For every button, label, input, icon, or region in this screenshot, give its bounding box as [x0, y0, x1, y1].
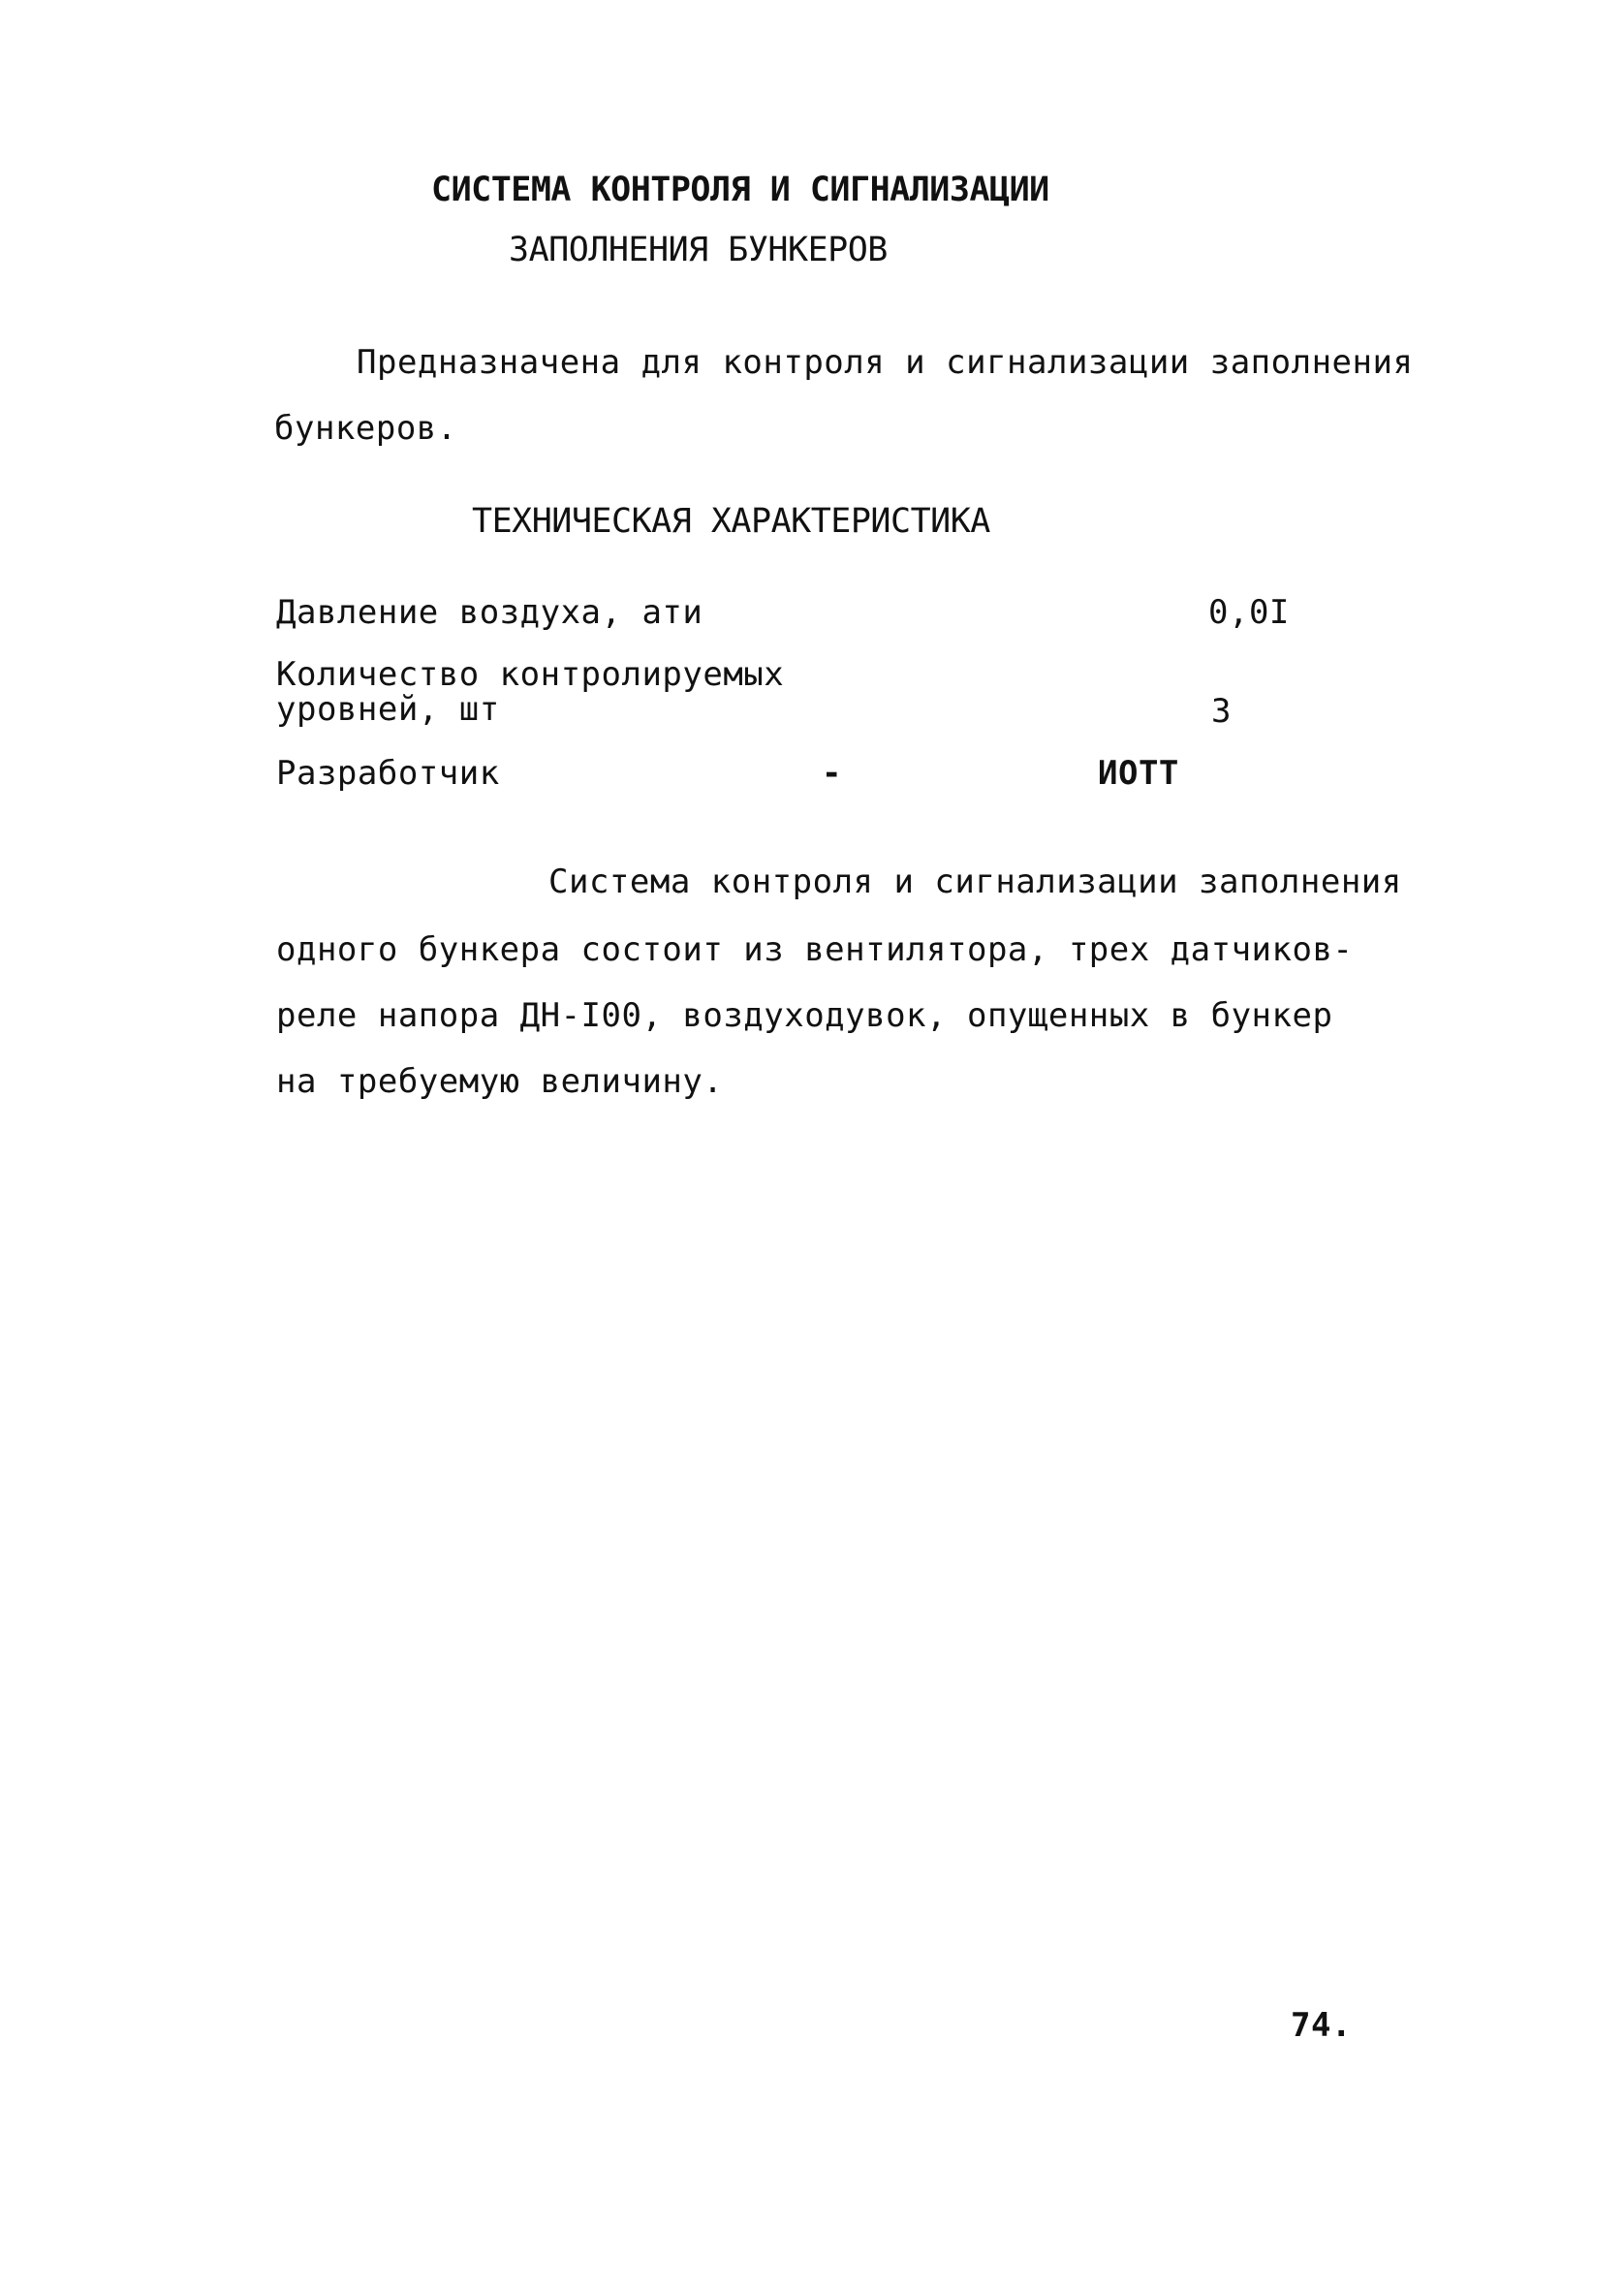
- spec-value-developer: ИОТТ: [1098, 754, 1179, 793]
- spec-heading: ТЕХНИЧЕСКАЯ ХАРАКТЕРИСТИКА: [472, 502, 990, 541]
- intro-paragraph-line-2: бункеров.: [274, 409, 457, 448]
- spec-label-levels-line-2: уровней, шт: [276, 690, 500, 729]
- body-paragraph-line-3: реле напора ДН-I00, воздуходувок, опущенных в бункер: [276, 996, 1333, 1035]
- body-paragraph-line-4: на требуемую величину.: [276, 1062, 724, 1101]
- body-paragraph-line-2: одного бункера состоит из вентилятора, трех датчиков-: [276, 930, 1354, 969]
- spec-label-levels-line-1: Количество контролируемых: [276, 655, 785, 694]
- spec-dash-developer: -: [822, 754, 842, 793]
- intro-paragraph-line-1: Предназначена для контроля и сигнализации заполнения: [357, 343, 1414, 382]
- spec-label-developer: Разработчик: [276, 754, 500, 793]
- spec-label-air-pressure: Давление воздуха, ати: [276, 593, 703, 632]
- body-paragraph-line-1: Система контроля и сигнализации заполнения: [548, 863, 1402, 901]
- spec-value-levels: 3: [1211, 692, 1232, 731]
- document-title-line-1: СИСТЕМА КОНТРОЛЯ И СИГНАЛИЗАЦИИ: [431, 171, 1049, 209]
- spec-label-levels: [276, 657, 784, 727]
- page-number: 74.: [1291, 2006, 1352, 2045]
- document-title-line-2: ЗАПОЛНЕНИЯ БУНКЕРОВ: [509, 231, 888, 269]
- spec-value-air-pressure: 0,0I: [1208, 593, 1290, 632]
